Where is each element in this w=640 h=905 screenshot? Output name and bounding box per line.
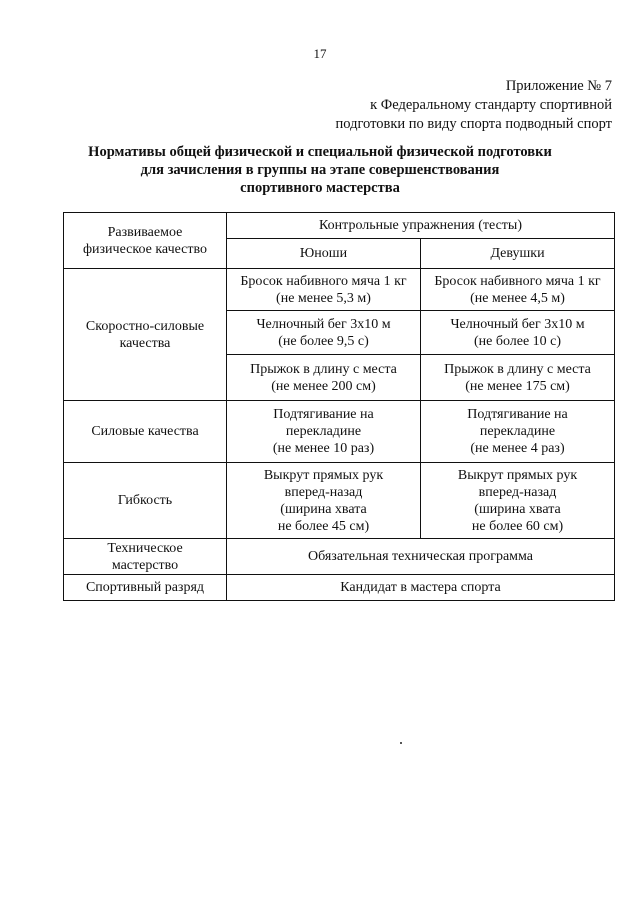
cell-line: (не менее 10 раз): [272, 441, 375, 456]
cell-line: Бросок набивного мяча 1 кг: [434, 273, 601, 289]
pull-ups-boys-cell: [227, 401, 421, 463]
technical-label-cell: [64, 539, 227, 575]
technical-program-cell: Обязательная техническая программа: [227, 539, 615, 575]
arm-twist-boys-cell: [227, 463, 421, 539]
table-row: [64, 575, 615, 601]
header-girls-cell: Девушки: [421, 239, 615, 269]
cell-line: (не менее 175 см): [465, 378, 570, 394]
shuttle-run-boys-cell: [227, 311, 421, 355]
technical-label-line-1: Техническое: [107, 540, 183, 556]
speed-strength-label-cell: [64, 269, 227, 401]
cell-line: не более 60 см): [471, 518, 564, 534]
speed-strength-label-line-1: Скоростно-силовые: [85, 318, 205, 334]
appendix-line-2: к Федеральному стандарту спортивной: [370, 97, 612, 113]
header-quality-line-1: Развиваемое: [107, 224, 183, 240]
cell-line: (не более 9,5 с): [278, 333, 369, 349]
flexibility-label-cell: Гибкость: [64, 463, 227, 539]
norms-table: [63, 212, 615, 601]
medicine-ball-girls-cell: [421, 269, 615, 311]
rank-value-cell: Кандидат в мастера спорта: [227, 575, 615, 601]
appendix-heading: [335, 77, 612, 134]
cell-line: Прыжок в длину с места: [444, 361, 591, 377]
cell-line: Выкрут прямых рук: [457, 467, 578, 483]
header-quality-cell: [64, 213, 227, 269]
title-line-1: Нормативы общей физической и специальной физической подготовки: [88, 144, 552, 160]
cell-line: перекладине: [479, 424, 556, 439]
cell-line: Челночный бег 3x10 м: [450, 316, 585, 332]
speed-strength-label-line-2: качества: [119, 335, 171, 351]
page-number: 17: [313, 46, 327, 61]
cell-line: (не менее 200 см): [271, 378, 376, 394]
strength-label-cell: Силовые качества: [64, 401, 227, 463]
technical-label-line-2: мастерство: [111, 557, 179, 573]
scan-speck: [400, 742, 402, 744]
header-quality-line-2: физическое качество: [82, 241, 208, 257]
cell-line: (не менее 4 раз): [470, 441, 565, 456]
cell-line: Челночный бег 3x10 м: [256, 316, 391, 332]
cell-line: Прыжок в длину с места: [250, 361, 397, 377]
table-row: [64, 269, 615, 311]
long-jump-boys-cell: [227, 355, 421, 401]
appendix-line-1: Приложение № 7: [505, 78, 612, 94]
cell-line: Подтягивание на: [467, 407, 568, 422]
long-jump-girls-cell: [421, 355, 615, 401]
cell-line: (не менее 4,5 м): [470, 290, 565, 306]
cell-line: (ширина хвата: [474, 501, 561, 517]
table-row: [64, 463, 615, 539]
cell-line: вперед-назад: [478, 484, 557, 500]
cell-line: (не менее 5,3 м): [276, 290, 371, 306]
rank-label-cell: Спортивный разряд: [64, 575, 227, 601]
shuttle-run-girls-cell: [421, 311, 615, 355]
header-tests-cell: Контрольные упражнения (тесты): [227, 213, 615, 239]
title-line-3: спортивного мастерства: [240, 180, 400, 196]
medicine-ball-boys-cell: [227, 269, 421, 311]
table-row: [64, 539, 615, 575]
cell-line: перекладине: [285, 424, 362, 439]
appendix-line-3: подготовки по виду спорта подводный спорт: [335, 116, 612, 132]
table-row: [64, 401, 615, 463]
cell-line: Выкрут прямых рук: [263, 467, 384, 483]
table-header-row: [64, 213, 615, 239]
cell-line: Бросок набивного мяча 1 кг: [240, 273, 407, 289]
document-title: [0, 143, 640, 197]
cell-line: (ширина хвата: [280, 501, 367, 517]
header-boys-cell: Юноши: [227, 239, 421, 269]
arm-twist-girls-cell: [421, 463, 615, 539]
cell-line: вперед-назад: [284, 484, 363, 500]
cell-line: (не более 10 с): [473, 333, 562, 349]
cell-line: не более 45 см): [277, 518, 370, 534]
title-line-2: для зачисления в группы на этапе совершенствования: [140, 162, 500, 178]
pull-ups-girls-cell: [421, 401, 615, 463]
cell-line: Подтягивание на: [273, 407, 374, 422]
